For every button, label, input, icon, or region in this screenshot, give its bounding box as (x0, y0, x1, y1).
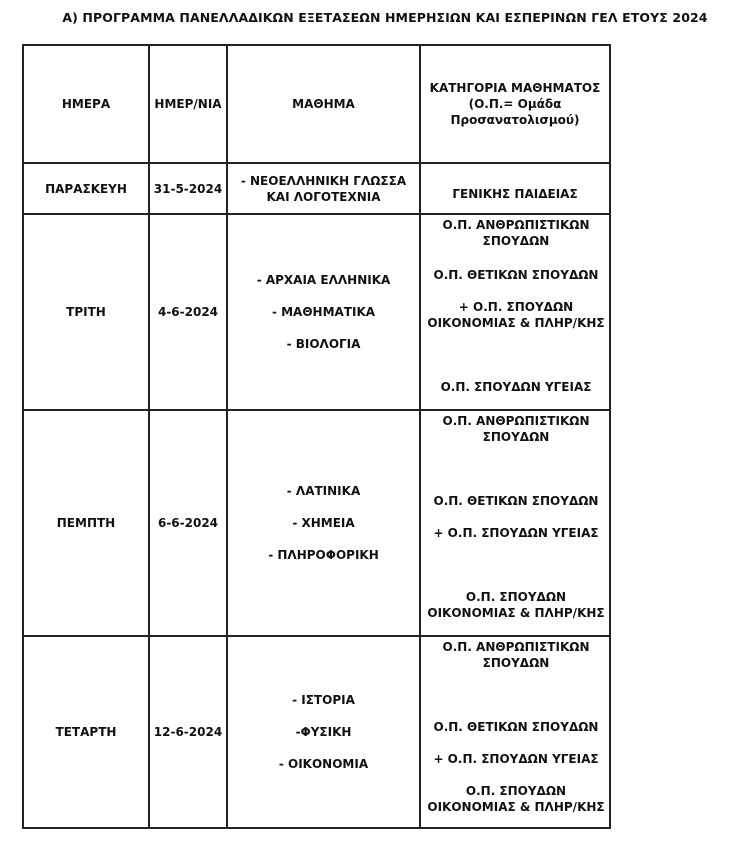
header-subject: ΜΑΘΗΜΑ (227, 45, 420, 163)
row-category (420, 636, 610, 828)
category-item: Ο.Π. ΘΕΤΙΚΩΝ ΣΠΟΥΔΩΝ (433, 494, 599, 508)
subject-item: - ΜΑΘΗΜΑΤΙΚΑ (271, 305, 376, 319)
header-category-line: ΚΑΤΗΓΟΡΙΑ ΜΑΘΗΜΑΤΟΣ (429, 81, 601, 95)
header-date: ΗΜΕΡ/ΝΙΑ (149, 45, 227, 163)
subject-item: - ΟΙΚΟΝΟΜΙΑ (278, 757, 369, 771)
category-item: Ο.Π. ΑΝΘΡΩΠΙΣΤΙΚΩΝ ΣΠΟΥΔΩΝ (442, 218, 590, 248)
subject-item: - ΙΣΤΟΡΙΑ (292, 693, 355, 707)
subject-item: -ΦΥΣΙΚΗ (295, 725, 352, 739)
exam-schedule-table (22, 44, 611, 829)
subject-item: - ΑΡΧΑΙΑ ΕΛΛΗΝΙΚΑ (256, 273, 391, 287)
row-date: 6-6-2024 (149, 410, 227, 636)
subject-line: ΚΑΙ ΛΟΓΟΤΕΧΝΙΑ (266, 189, 381, 204)
table-row (23, 214, 610, 410)
category-item: Ο.Π. ΘΕΤΙΚΩΝ ΣΠΟΥΔΩΝ (433, 720, 599, 734)
header-category-line: Προσανατολισμού) (450, 113, 580, 127)
row-day: ΠΕΜΠΤΗ (23, 410, 149, 636)
category-item: Ο.Π. ΣΠΟΥΔΩΝ ΟΙΚΟΝΟΜΙΑΣ & ΠΛΗΡ/ΚΗΣ (427, 784, 605, 814)
category-item: + Ο.Π. ΣΠΟΥΔΩΝ ΥΓΕΙΑΣ (433, 526, 599, 540)
table-row (23, 163, 610, 214)
row-subject (227, 636, 420, 828)
subject-line: - ΝΕΟΕΛΛΗΝΙΚΗ ΓΛΩΣΣΑ (240, 173, 407, 188)
row-day: ΤΕΤΑΡΤΗ (23, 636, 149, 828)
row-category: ΓΕΝΙΚΗΣ ΠΑΙΔΕΙΑΣ (420, 163, 610, 214)
category-item: Ο.Π. ΣΠΟΥΔΩΝ ΥΓΕΙΑΣ (440, 380, 592, 394)
table-row (23, 410, 610, 636)
subject-item: - ΠΛΗΡΟΦΟΡΙΚΗ (268, 548, 379, 562)
row-day: ΠΑΡΑΣΚΕΥΗ (23, 163, 149, 214)
category-item: Ο.Π. ΘΕΤΙΚΩΝ ΣΠΟΥΔΩΝ (433, 268, 599, 282)
row-category (420, 214, 610, 410)
page-title: Α) ΠΡΟΓΡΑΜΜΑ ΠΑΝΕΛΛΑΔΙΚΩΝ ΕΞΕΤΑΣΕΩΝ ΗΜΕΡΗΣΙΩΝ ΚΑΙ ΕΣΠΕΡΙΝΩΝ ΓΕΛ ΕΤΟΥΣ 2024 (62, 10, 708, 25)
row-date: 31-5-2024 (149, 163, 227, 214)
row-subject (227, 163, 420, 214)
header-category-line: (Ο.Π.= Ομάδα (468, 97, 562, 111)
row-subject (227, 214, 420, 410)
row-category (420, 410, 610, 636)
header-category (420, 45, 610, 163)
subject-item: - ΧΗΜΕΙΑ (292, 516, 355, 530)
category-item: + Ο.Π. ΣΠΟΥΔΩΝ ΥΓΕΙΑΣ (433, 752, 599, 766)
header-day: ΗΜΕΡΑ (23, 45, 149, 163)
row-subject (227, 410, 420, 636)
row-date: 4-6-2024 (149, 214, 227, 410)
category-item: Ο.Π. ΑΝΘΡΩΠΙΣΤΙΚΩΝ ΣΠΟΥΔΩΝ (442, 640, 590, 670)
category-item: Ο.Π. ΑΝΘΡΩΠΙΣΤΙΚΩΝ ΣΠΟΥΔΩΝ (442, 414, 590, 444)
table-row (23, 636, 610, 828)
row-day: ΤΡΙΤΗ (23, 214, 149, 410)
table-header-row (23, 45, 610, 163)
category-item: Ο.Π. ΣΠΟΥΔΩΝ ΟΙΚΟΝΟΜΙΑΣ & ΠΛΗΡ/ΚΗΣ (427, 590, 605, 620)
category-item: + Ο.Π. ΣΠΟΥΔΩΝ ΟΙΚΟΝΟΜΙΑΣ & ΠΛΗΡ/ΚΗΣ (427, 300, 605, 330)
subject-item: - ΛΑΤΙΝΙΚΑ (286, 484, 361, 498)
row-date: 12-6-2024 (149, 636, 227, 828)
subject-item: - ΒΙΟΛΟΓΙΑ (286, 337, 361, 351)
